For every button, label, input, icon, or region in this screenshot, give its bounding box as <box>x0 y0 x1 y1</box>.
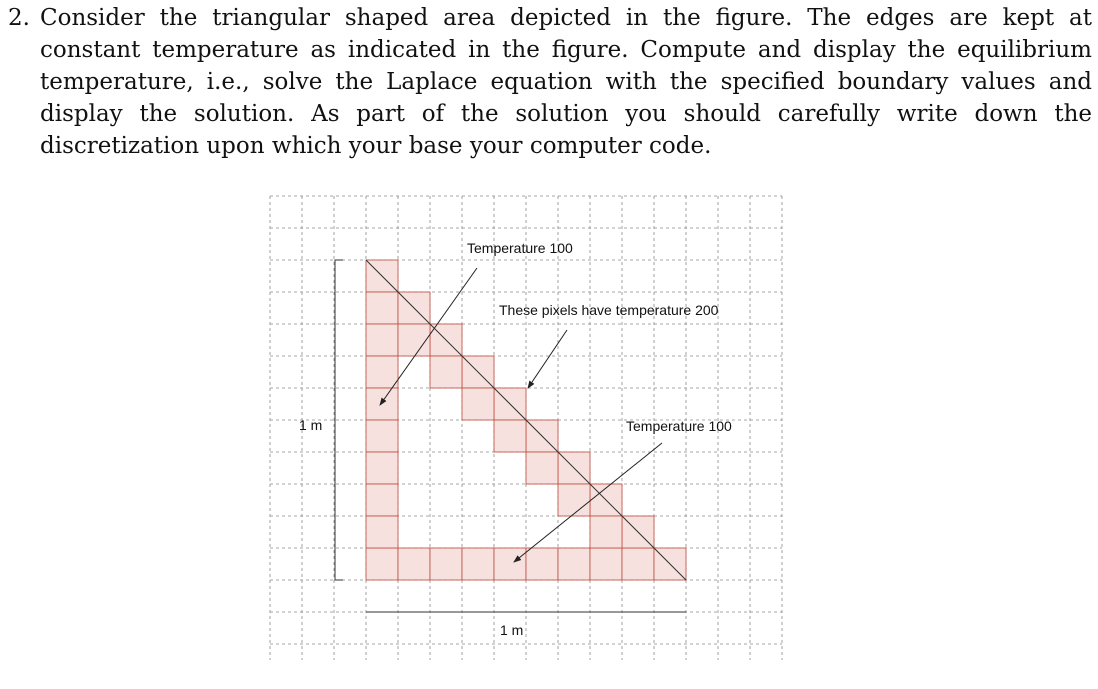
boundary-pixel-cell <box>622 548 654 580</box>
boundary-pixel-cell <box>366 420 398 452</box>
problem-number: 2. <box>8 5 30 31</box>
boundary-pixel-cell <box>526 548 558 580</box>
boundary-pixel-cell <box>494 548 526 580</box>
boundary-pixel-cell <box>366 356 398 388</box>
boundary-pixel-cell <box>558 484 590 516</box>
boundary-pixel-cell <box>366 452 398 484</box>
boundary-pixel-cell <box>366 292 398 324</box>
boundary-pixel-cell <box>430 356 462 388</box>
arrow-pixels <box>528 330 567 388</box>
boundary-pixel-cell <box>494 420 526 452</box>
label-width: 1 m <box>500 622 524 638</box>
boundary-pixel-cell <box>366 484 398 516</box>
boundary-pixel-cell <box>398 548 430 580</box>
boundary-pixel-cell <box>366 388 398 420</box>
boundary-pixel-cell <box>430 548 462 580</box>
label-right-temperature: Temperature 100 <box>626 418 732 434</box>
boundary-pixel-cell <box>366 548 398 580</box>
boundary-pixel-cell <box>590 516 622 548</box>
boundary-pixel-cell <box>462 388 494 420</box>
boundary-pixel-cell <box>398 324 430 356</box>
label-pixels-temperature: These pixels have temperature 200 <box>499 302 719 318</box>
boundary-pixel-cell <box>462 548 494 580</box>
boundary-pixel-cell <box>366 324 398 356</box>
label-top-temperature: Temperature 100 <box>467 240 573 256</box>
label-height: 1 m <box>299 417 323 433</box>
boundary-pixel-cell <box>590 548 622 580</box>
problem-text: Consider the triangular shaped area depicted in the figure. The edges are kept at constant temperature as indicated in the figure. Compute and display the equilibrium temperature, i.e., solve the Laplace equation with the specified boundary values and display the solution. As part of the solution you should carefully write down the discretization upon which your base your computer code. <box>40 5 1092 159</box>
boundary-pixel-cell <box>526 452 558 484</box>
boundary-pixel-cell <box>366 516 398 548</box>
boundary-pixel-cell <box>558 548 590 580</box>
